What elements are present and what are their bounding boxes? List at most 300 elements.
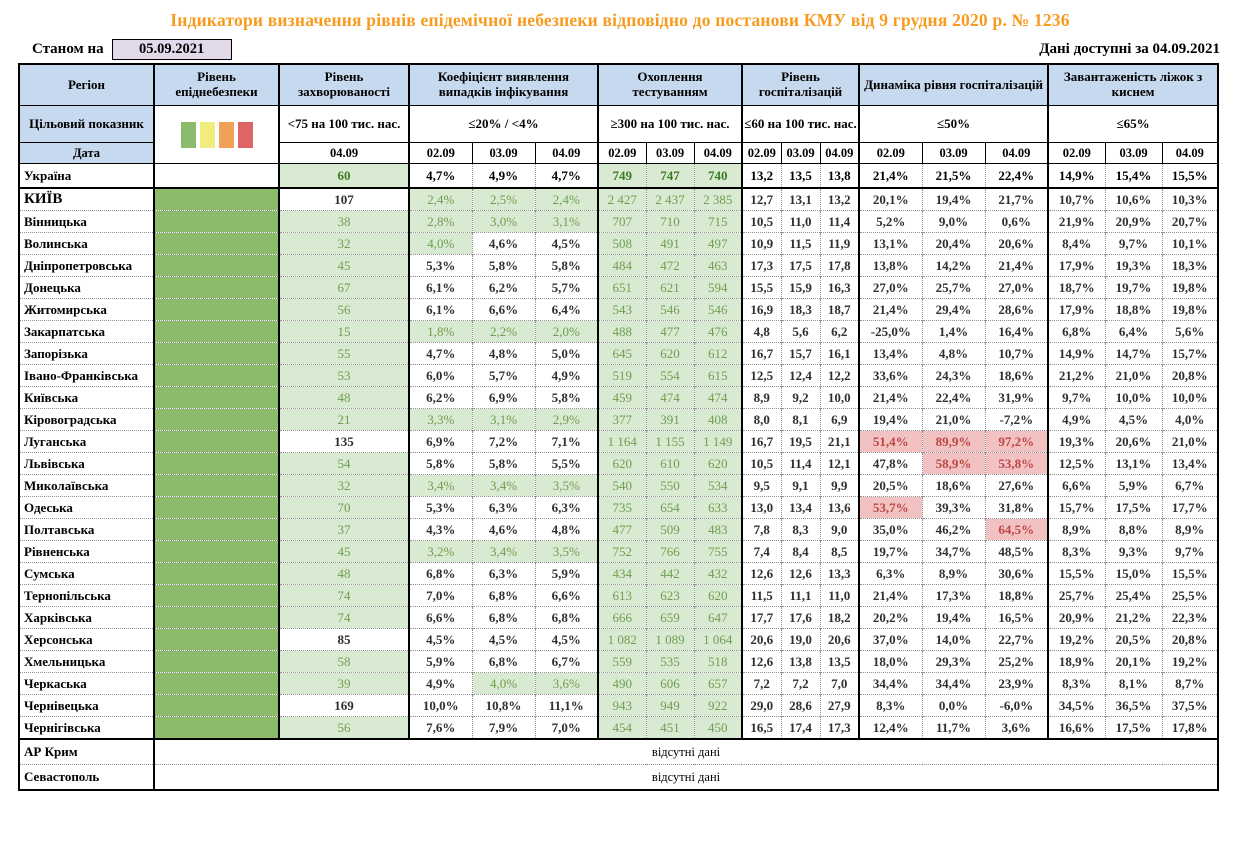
region-name: Тернопільська <box>19 585 154 607</box>
region-name: Закарпатська <box>19 321 154 343</box>
testing-value: 519 <box>598 365 646 387</box>
testing-value: 534 <box>694 475 742 497</box>
region-name: Запорізька <box>19 343 154 365</box>
hospitalization-value: 9,0 <box>820 519 859 541</box>
region-row <box>19 277 1218 299</box>
epid-level-cell <box>154 519 279 541</box>
incidence-value: 60 <box>279 164 409 189</box>
hospitalization-value: 11,4 <box>820 211 859 233</box>
epid-level-cell <box>154 497 279 519</box>
beds-value: 13,1% <box>1105 453 1162 475</box>
beds-value: 9,7% <box>1048 387 1105 409</box>
epid-level-cell <box>154 717 279 740</box>
dynamics-value: 8,3% <box>859 695 922 717</box>
epid-level-cell <box>154 211 279 233</box>
region-name: Полтавська <box>19 519 154 541</box>
hospitalization-value: 13,8 <box>781 651 820 673</box>
dynamics-value: 22,4% <box>985 164 1048 189</box>
hospitalization-value: 28,6 <box>781 695 820 717</box>
testing-value: 543 <box>598 299 646 321</box>
date-cell: 04.09 <box>1162 143 1218 164</box>
beds-value: 10,0% <box>1105 387 1162 409</box>
col-header-testing: Охоплення тестуванням <box>598 64 742 106</box>
beds-value: 6,8% <box>1048 321 1105 343</box>
date-cell: 03.09 <box>922 143 985 164</box>
testing-value: 615 <box>694 365 742 387</box>
detection-value: 6,2% <box>472 277 535 299</box>
detection-value: 6,3% <box>472 497 535 519</box>
testing-value: 377 <box>598 409 646 431</box>
region-row <box>19 475 1218 497</box>
detection-value: 4,7% <box>409 343 472 365</box>
dynamics-value: 11,7% <box>922 717 985 740</box>
hospitalization-value: 16,3 <box>820 277 859 299</box>
hospitalization-value: 16,1 <box>820 343 859 365</box>
region-name: АР Крим <box>19 739 154 765</box>
hospitalization-value: 12,6 <box>742 563 781 585</box>
date-cell: 04.09 <box>820 143 859 164</box>
region-row <box>19 255 1218 277</box>
hospitalization-value: 5,6 <box>781 321 820 343</box>
incidence-value: 169 <box>279 695 409 717</box>
detection-value: 6,0% <box>409 365 472 387</box>
incidence-value: 15 <box>279 321 409 343</box>
beds-value: 9,7% <box>1105 233 1162 255</box>
epid-level-cell <box>154 365 279 387</box>
region-row <box>19 321 1218 343</box>
epid-level-cell <box>154 164 279 189</box>
incidence-value: 39 <box>279 673 409 695</box>
testing-value: 654 <box>646 497 694 519</box>
region-name: Миколаївська <box>19 475 154 497</box>
detection-value: 6,1% <box>409 277 472 299</box>
dynamics-value: 18,6% <box>922 475 985 497</box>
date-cell: 02.09 <box>859 143 922 164</box>
dynamics-value: 13,4% <box>859 343 922 365</box>
beds-value: 20,5% <box>1105 629 1162 651</box>
testing-value: 1 149 <box>694 431 742 453</box>
date-cell: 04.09 <box>694 143 742 164</box>
hospitalization-value: 16,5 <box>742 717 781 740</box>
hospitalization-value: 11,4 <box>781 453 820 475</box>
detection-value: 3,5% <box>535 541 598 563</box>
epid-level-cell <box>154 585 279 607</box>
hospitalization-value: 17,3 <box>820 717 859 740</box>
detection-value: 4,6% <box>472 233 535 255</box>
hospitalization-value: 8,0 <box>742 409 781 431</box>
dynamics-value: 14,2% <box>922 255 985 277</box>
epid-level-cell <box>154 541 279 563</box>
testing-value: 477 <box>598 519 646 541</box>
testing-value: 451 <box>646 717 694 740</box>
incidence-value: 32 <box>279 233 409 255</box>
region-row <box>19 211 1218 233</box>
hospitalization-value: 19,5 <box>781 431 820 453</box>
testing-value: 715 <box>694 211 742 233</box>
beds-value: 6,6% <box>1048 475 1105 497</box>
detection-value: 3,3% <box>409 409 472 431</box>
dynamics-value: 27,0% <box>985 277 1048 299</box>
hospitalization-value: 4,8 <box>742 321 781 343</box>
detection-value: 2,4% <box>409 188 472 211</box>
beds-value: 21,2% <box>1105 607 1162 629</box>
epid-level-cell <box>154 607 279 629</box>
testing-value: 490 <box>598 673 646 695</box>
region-name: Чернігівська <box>19 717 154 740</box>
detection-value: 3,1% <box>472 409 535 431</box>
region-row <box>19 563 1218 585</box>
target-beds: ≤65% <box>1048 106 1218 143</box>
hospitalization-value: 11,0 <box>820 585 859 607</box>
detection-value: 6,7% <box>535 651 598 673</box>
dynamics-value: 21,4% <box>859 387 922 409</box>
dynamics-value: 31,9% <box>985 387 1048 409</box>
detection-value: 10,8% <box>472 695 535 717</box>
indicators-table <box>18 63 1219 791</box>
testing-value: 459 <box>598 387 646 409</box>
detection-value: 4,5% <box>409 629 472 651</box>
testing-value: 391 <box>646 409 694 431</box>
hospitalization-value: 15,7 <box>781 343 820 365</box>
dynamics-value: 18,6% <box>985 365 1048 387</box>
region-name: Одеська <box>19 497 154 519</box>
beds-value: 20,6% <box>1105 431 1162 453</box>
detection-value: 6,6% <box>535 585 598 607</box>
hospitalization-value: 17,5 <box>781 255 820 277</box>
hospitalization-value: 18,2 <box>820 607 859 629</box>
hospitalization-value: 13,4 <box>781 497 820 519</box>
detection-value: 5,5% <box>535 453 598 475</box>
testing-value: 620 <box>646 343 694 365</box>
dynamics-value: 39,3% <box>922 497 985 519</box>
incidence-value: 54 <box>279 453 409 475</box>
incidence-value: 56 <box>279 717 409 740</box>
testing-value: 1 082 <box>598 629 646 651</box>
dynamics-value: 8,9% <box>922 563 985 585</box>
hospitalization-value: 27,9 <box>820 695 859 717</box>
epid-level-cell <box>154 277 279 299</box>
testing-value: 1 089 <box>646 629 694 651</box>
detection-value: 5,8% <box>472 453 535 475</box>
hospitalization-value: 16,7 <box>742 343 781 365</box>
testing-value: 755 <box>694 541 742 563</box>
testing-value: 647 <box>694 607 742 629</box>
incidence-value: 70 <box>279 497 409 519</box>
epid-level-cell <box>154 629 279 651</box>
testing-value: 463 <box>694 255 742 277</box>
testing-value: 559 <box>598 651 646 673</box>
dynamics-value: 19,4% <box>922 607 985 629</box>
col-header-incidence: Рівень захворюваності <box>279 64 409 106</box>
region-name: Сумська <box>19 563 154 585</box>
dynamics-value: 27,0% <box>859 277 922 299</box>
testing-value: 1 064 <box>694 629 742 651</box>
detection-value: 10,0% <box>409 695 472 717</box>
dynamics-value: 20,4% <box>922 233 985 255</box>
region-row <box>19 651 1218 673</box>
dynamics-value: 0,6% <box>985 211 1048 233</box>
beds-value: 5,6% <box>1162 321 1218 343</box>
target-detection: ≤20% / <4% <box>409 106 598 143</box>
date-cell: 03.09 <box>1105 143 1162 164</box>
legend-yellow-swatch <box>200 122 215 148</box>
beds-value: 8,3% <box>1048 673 1105 695</box>
detection-value: 5,3% <box>409 497 472 519</box>
dynamics-value: 21,4% <box>859 164 922 189</box>
detection-value: 6,2% <box>409 387 472 409</box>
region-row <box>19 497 1218 519</box>
dynamics-value: 25,2% <box>985 651 1048 673</box>
dynamics-value: 20,2% <box>859 607 922 629</box>
beds-value: 5,9% <box>1105 475 1162 497</box>
date-cell: 02.09 <box>409 143 472 164</box>
dynamics-value: 10,7% <box>985 343 1048 365</box>
dynamics-value: 34,4% <box>859 673 922 695</box>
beds-value: 9,3% <box>1105 541 1162 563</box>
region-name: Київська <box>19 387 154 409</box>
testing-value: 740 <box>694 164 742 189</box>
hospitalization-value: 17,3 <box>742 255 781 277</box>
region-name: Хмельницька <box>19 651 154 673</box>
detection-value: 5,7% <box>472 365 535 387</box>
beds-value: 15,0% <box>1105 563 1162 585</box>
dynamics-value: 14,0% <box>922 629 985 651</box>
beds-value: 19,2% <box>1162 651 1218 673</box>
beds-value: 15,5% <box>1048 563 1105 585</box>
beds-value: 21,0% <box>1105 365 1162 387</box>
detection-value: 3,6% <box>535 673 598 695</box>
hospitalization-value: 16,7 <box>742 431 781 453</box>
testing-value: 472 <box>646 255 694 277</box>
dynamics-value: 53,7% <box>859 497 922 519</box>
detection-value: 5,9% <box>409 651 472 673</box>
dynamics-value: 18,8% <box>985 585 1048 607</box>
dynamics-value: 6,3% <box>859 563 922 585</box>
beds-value: 19,8% <box>1162 299 1218 321</box>
detection-value: 6,8% <box>472 607 535 629</box>
hospitalization-value: 13,8 <box>820 164 859 189</box>
detection-value: 5,8% <box>409 453 472 475</box>
hospitalization-value: 7,8 <box>742 519 781 541</box>
hospitalization-value: 20,6 <box>742 629 781 651</box>
col-header-detection: Коефіцієнт виявлення випадків інфікування <box>409 64 598 106</box>
testing-value: 606 <box>646 673 694 695</box>
epid-level-cell <box>154 563 279 585</box>
testing-value: 408 <box>694 409 742 431</box>
beds-value: 8,9% <box>1162 519 1218 541</box>
dynamics-value: 13,8% <box>859 255 922 277</box>
detection-value: 4,5% <box>472 629 535 651</box>
testing-value: 454 <box>598 717 646 740</box>
hospitalization-value: 12,6 <box>742 651 781 673</box>
col-header-dynamics: Динаміка рівня госпіталізацій <box>859 64 1048 106</box>
hospitalization-value: 11,9 <box>820 233 859 255</box>
dynamics-value: 5,2% <box>859 211 922 233</box>
dynamics-value: 37,0% <box>859 629 922 651</box>
date-cell: 02.09 <box>598 143 646 164</box>
hospitalization-value: 7,4 <box>742 541 781 563</box>
beds-value: 34,5% <box>1048 695 1105 717</box>
region-name: Луганська <box>19 431 154 453</box>
beds-value: 25,7% <box>1048 585 1105 607</box>
dynamics-value: 29,4% <box>922 299 985 321</box>
detection-value: 6,1% <box>409 299 472 321</box>
testing-value: 442 <box>646 563 694 585</box>
data-available-text: Дані доступні за <box>1039 41 1149 57</box>
dynamics-value: -6,0% <box>985 695 1048 717</box>
legend-red-swatch <box>238 122 253 148</box>
hospitalization-value: 17,8 <box>820 255 859 277</box>
dynamics-value: 58,9% <box>922 453 985 475</box>
date-cell: 04.09 <box>985 143 1048 164</box>
data-available-date: 04.09.2021 <box>1152 41 1220 57</box>
beds-value: 4,5% <box>1105 409 1162 431</box>
testing-value: 645 <box>598 343 646 365</box>
hospitalization-value: 17,6 <box>781 607 820 629</box>
date-cell: 02.09 <box>1048 143 1105 164</box>
epid-level-cell <box>154 475 279 497</box>
detection-value: 4,5% <box>535 233 598 255</box>
dynamics-value: 51,4% <box>859 431 922 453</box>
hospitalization-value: 13,1 <box>781 188 820 211</box>
region-row <box>19 695 1218 717</box>
hospitalization-value: 17,4 <box>781 717 820 740</box>
dynamics-value: 24,3% <box>922 365 985 387</box>
detection-value: 5,9% <box>535 563 598 585</box>
date-cell: 03.09 <box>781 143 820 164</box>
region-row <box>19 585 1218 607</box>
beds-value: 10,3% <box>1162 188 1218 211</box>
detection-value: 4,9% <box>535 365 598 387</box>
incidence-value: 107 <box>279 188 409 211</box>
hospitalization-value: 13,5 <box>820 651 859 673</box>
epid-level-cell <box>154 343 279 365</box>
beds-value: 15,7% <box>1048 497 1105 519</box>
testing-value: 2 427 <box>598 188 646 211</box>
dynamics-value: 19,4% <box>922 188 985 211</box>
no-data-row <box>19 739 1218 765</box>
hospitalization-value: 18,7 <box>820 299 859 321</box>
legend-orange-swatch <box>219 122 234 148</box>
testing-value: 1 164 <box>598 431 646 453</box>
beds-value: 20,9% <box>1105 211 1162 233</box>
data-available-label <box>1039 41 1220 58</box>
testing-value: 550 <box>646 475 694 497</box>
dynamics-value: 46,2% <box>922 519 985 541</box>
dynamics-value: 16,4% <box>985 321 1048 343</box>
beds-value: 19,8% <box>1162 277 1218 299</box>
incidence-value: 45 <box>279 541 409 563</box>
testing-value: 620 <box>598 453 646 475</box>
beds-value: 17,7% <box>1162 497 1218 519</box>
incidence-value: 53 <box>279 365 409 387</box>
dynamics-value: -25,0% <box>859 321 922 343</box>
beds-value: 15,5% <box>1162 563 1218 585</box>
detection-value: 7,2% <box>472 431 535 453</box>
region-name: Вінницька <box>19 211 154 233</box>
beds-value: 20,8% <box>1162 629 1218 651</box>
testing-value: 620 <box>694 453 742 475</box>
dynamics-value: 34,4% <box>922 673 985 695</box>
dynamics-value: 22,7% <box>985 629 1048 651</box>
hospitalization-value: 15,5 <box>742 277 781 299</box>
dynamics-value: 20,5% <box>859 475 922 497</box>
hospitalization-value: 21,1 <box>820 431 859 453</box>
epid-level-legend <box>154 106 279 164</box>
incidence-value: 55 <box>279 343 409 365</box>
beds-value: 6,7% <box>1162 475 1218 497</box>
dynamics-value: 97,2% <box>985 431 1048 453</box>
hospitalization-value: 17,7 <box>742 607 781 629</box>
hospitalization-value: 6,2 <box>820 321 859 343</box>
testing-value: 554 <box>646 365 694 387</box>
detection-value: 6,9% <box>409 431 472 453</box>
as-of-date-box: 05.09.2021 <box>112 39 232 60</box>
col-header-region: Регіон <box>19 64 154 106</box>
epid-level-cell <box>154 431 279 453</box>
testing-value: 612 <box>694 343 742 365</box>
beds-value: 16,6% <box>1048 717 1105 740</box>
testing-value: 546 <box>694 299 742 321</box>
testing-value: 508 <box>598 233 646 255</box>
beds-value: 8,3% <box>1048 541 1105 563</box>
testing-value: 484 <box>598 255 646 277</box>
testing-value: 922 <box>694 695 742 717</box>
detection-value: 5,7% <box>535 277 598 299</box>
beds-value: 17,9% <box>1048 255 1105 277</box>
dynamics-value: 53,8% <box>985 453 1048 475</box>
dynamics-value: 28,6% <box>985 299 1048 321</box>
beds-value: 22,3% <box>1162 607 1218 629</box>
testing-value: 2 437 <box>646 188 694 211</box>
detection-value: 2,8% <box>409 211 472 233</box>
detection-value: 3,5% <box>535 475 598 497</box>
detection-value: 4,7% <box>535 164 598 189</box>
hospitalization-value: 10,5 <box>742 211 781 233</box>
beds-value: 18,9% <box>1048 651 1105 673</box>
hospitalization-value: 19,0 <box>781 629 820 651</box>
region-row <box>19 188 1218 211</box>
testing-value: 659 <box>646 607 694 629</box>
region-name: Львівська <box>19 453 154 475</box>
testing-value: 747 <box>646 164 694 189</box>
dynamics-value: 19,7% <box>859 541 922 563</box>
detection-value: 3,1% <box>535 211 598 233</box>
hospitalization-value: 16,9 <box>742 299 781 321</box>
epid-level-cell <box>154 387 279 409</box>
dynamics-value: 21,4% <box>859 299 922 321</box>
detection-value: 5,8% <box>535 387 598 409</box>
region-row <box>19 233 1218 255</box>
testing-value: 535 <box>646 651 694 673</box>
beds-value: 10,0% <box>1162 387 1218 409</box>
detection-value: 4,3% <box>409 519 472 541</box>
dynamics-value: 35,0% <box>859 519 922 541</box>
incidence-value: 85 <box>279 629 409 651</box>
dynamics-value: 29,3% <box>922 651 985 673</box>
hospitalization-value: 6,9 <box>820 409 859 431</box>
incidence-value: 67 <box>279 277 409 299</box>
beds-value: 19,2% <box>1048 629 1105 651</box>
beds-value: 19,3% <box>1048 431 1105 453</box>
dynamics-value: 9,0% <box>922 211 985 233</box>
hospitalization-value: 11,5 <box>781 233 820 255</box>
detection-value: 4,0% <box>472 673 535 695</box>
hospitalization-value: 12,4 <box>781 365 820 387</box>
row-ukraine <box>19 164 1218 189</box>
dynamics-value: 4,8% <box>922 343 985 365</box>
epid-level-cell <box>154 255 279 277</box>
